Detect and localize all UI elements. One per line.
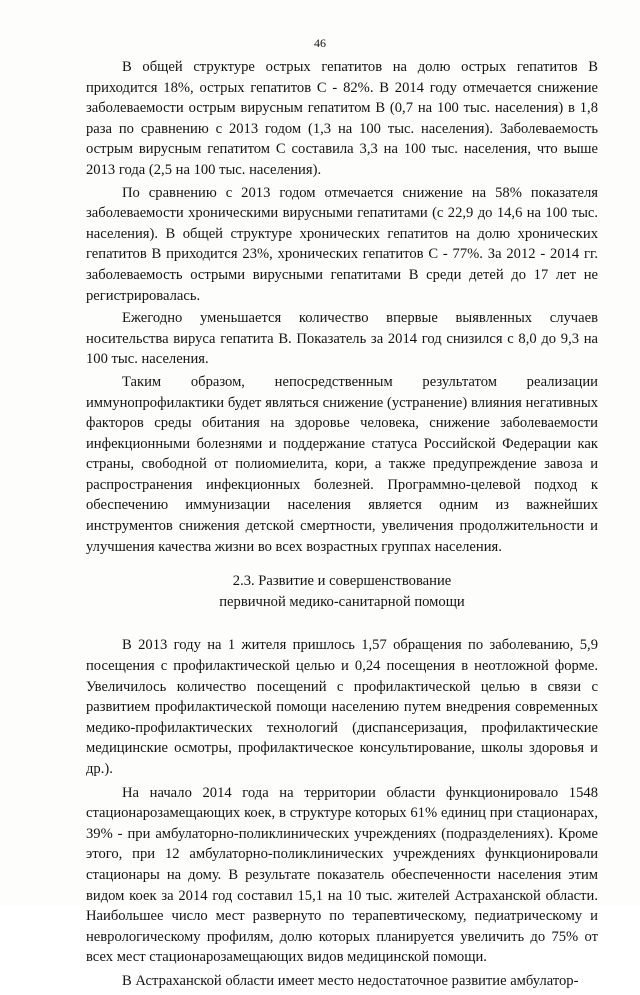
paragraph-hepatitis-carriers: Ежегодно уменьшается количество впервые выявленных случаев носительства вируса гепатита В. Показатель за 2014 год снизился с 8,0 до 9,3 на 100 тыс. населения. — [86, 310, 598, 368]
paragraph-hospital-beds: На начало 2014 года на территории области функционировало 1548 стационарозамещающих коек, в структуре которых 61% единиц при стационарах, 39% - при амбулаторно-поликлинических учреждениях (подразделениях). Кроме этого, при 12 амбулаторно-поликлинических учреждениях функционировали стационары на дому. В результате показатель обеспеченности населения этим видом коек за 2014 год составил 15,1 на 10 тыс. жителей Астраханской области. Наибольшее число мест развернуто по терапевтическому, педиатрическому и неврологическому профилям, долю которых планируется увеличить до 75% от всех мест стационарозамещающих видов медицинской помощи. — [86, 784, 598, 966]
paragraph-acute-hepatitis: В общей структуре острых гепатитов на долю острых гепатитов В приходится 18%, острых гепатитов С - 82%. В 2014 году отмечается снижение заболеваемости острым вирусным гепатитом В (0,7 на 100 тыс. населения) в 1,8 раза по сравнению с 2013 годом (1,3 на 100 тыс. населения). Заболеваемость острым вирусным гепатитом С составила 3,3 на 100 тыс. населения, что выше 2013 года (2,5 на 100 тыс. населения). — [86, 59, 598, 178]
section-heading — [86, 571, 598, 612]
page-number: 46 — [314, 36, 326, 50]
paragraph-chronic-hepatitis: По сравнению с 2013 годом отмечается снижение на 58% показателя заболеваемости хроническими вирусными гепатитами (с 22,9 до 14,6 на 100 тыс. населения). В общей структуре хронических гепатитов на долю хронических гепатитов В приходится 23%, хронических гепатитов С - 77%. За 2012 - 2014 гг. заболеваемость острыми вирусными гепатитами В среди детей до 17 лет не регистрировалась. — [86, 184, 598, 304]
section-heading-line-1: 2.3. Развитие и совершенствование — [232, 573, 452, 590]
section-heading-line-2: первичной медико-санитарной помощи — [219, 593, 465, 610]
document-body — [86, 57, 598, 995]
paragraph-immunoprophylaxis: Таким образом, непосредственным результатом реализации иммунопрофилактики будет являться снижение (устранение) влияния негативных факторов среды обитания на здоровье человека, снижение заболеваемости инфекционными болезнями и поддержание статуса Российской Федерации как страны, свободной от полиомиелита, кори, а также предупреждение завоза и распространения инфекционных болезней. Программно-целевой подход к обеспечению иммунизации населения является одним из важнейших инструментов снижения детской смертности, увеличения продолжительности и улучшения качества жизни во всех возрастных группах населения. — [86, 373, 598, 555]
paragraph-visits: В 2013 году на 1 жителя пришлось 1,57 обращения по заболеванию, 5,9 посещения с профилактической целью и 0,24 посещения в неотложной форме. Увеличилось количество посещений с профилактической целью в связи с развитием профилактической помощи населению путем внедрения современных медико-профилактических технологий (диспансеризация, профилактические медицинские осмотры, профилактическое консультирование, школы здоровья и др.). — [86, 637, 598, 777]
paragraph-outpatient: В Астраханской области имеет место недостаточное развитие амбулатор- — [122, 972, 579, 989]
section-content — [86, 635, 598, 991]
